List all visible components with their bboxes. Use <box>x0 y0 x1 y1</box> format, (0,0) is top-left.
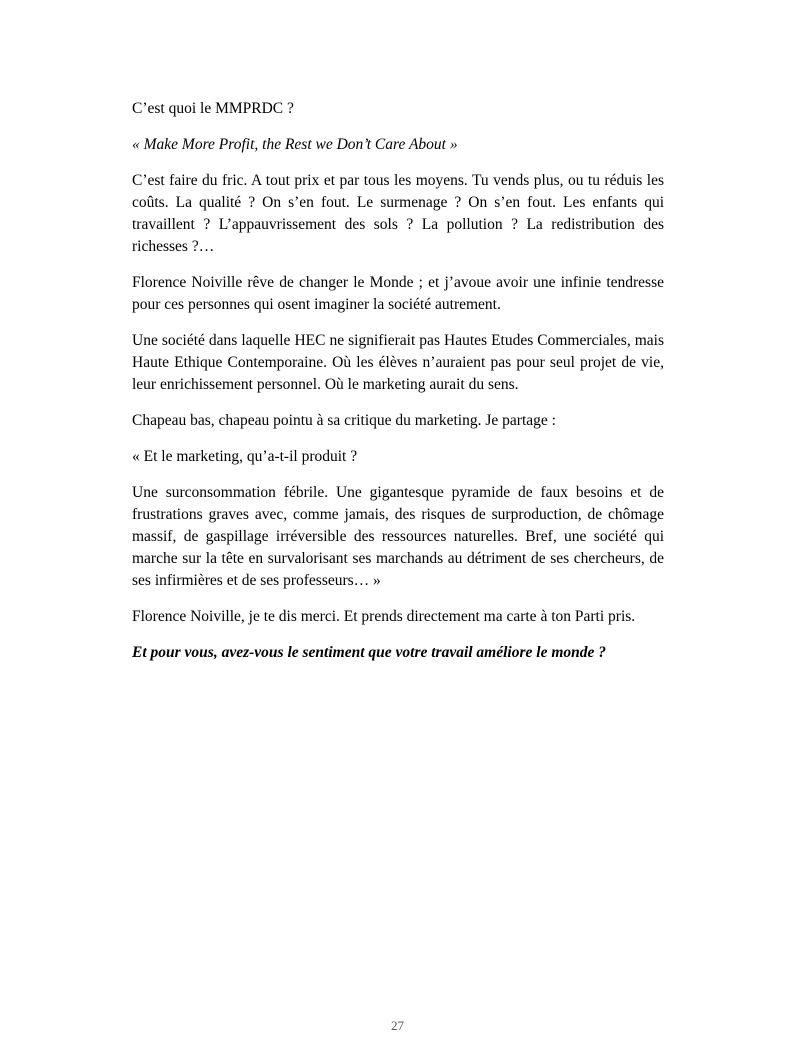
quote-answer: Une surconsommation fébrile. Une gigantesque pyramide de faux besoins et de frustrations graves avec, comme jamais, des risques de surproduction, de chômage massif, de gaspillage irréversible des ressources naturelles. Bref, une société qui marche sur la tête en survalorisant ses marchands au détriment de ses chercheurs, de ses infirmières et de ses professeurs… » <box>132 484 664 589</box>
paragraph-merci: Florence Noiville, je te dis merci. Et prends directement ma carte à ton Parti pris. <box>132 608 636 625</box>
paragraph-noiville: Florence Noiville rêve de changer le Monde ; et j’avoue avoir une infinie tendresse pour ces personnes qui osent imaginer la société autrement. <box>132 274 664 313</box>
question-heading: C’est quoi le MMPRDC ? <box>132 100 294 117</box>
paragraph-profit: C’est faire du fric. A tout prix et par tous les moyens. Tu vends plus, ou tu réduis les coûts. La qualité ? On s’en fout. Le surmenage ? On s’en fout. Les enfants qui travaillent ? L’appauvrissement des sols ? La pollution ? La redistribution des richesses ?… <box>132 172 664 255</box>
paragraph-chapeau: Chapeau bas, chapeau pointu à sa critique du marketing. Je partage : <box>132 412 556 429</box>
acronym-definition: « Make More Profit, the Rest we Don’t Care About » <box>132 136 458 153</box>
paragraph-hec: Une société dans laquelle HEC ne signifierait pas Hautes Etudes Commerciales, mais Haute Ethique Contemporaine. Où les élèves n’auraient pas pour seul projet de vie, leur enrichissement personnel. Où le marketing aurait du sens. <box>132 332 664 393</box>
quote-question: « Et le marketing, qu’a-t-il produit ? <box>132 448 358 465</box>
page-number: 27 <box>391 1018 404 1033</box>
page-body <box>132 98 664 678</box>
closing-question: Et pour vous, avez-vous le sentiment que votre travail améliore le monde ? <box>132 644 607 661</box>
